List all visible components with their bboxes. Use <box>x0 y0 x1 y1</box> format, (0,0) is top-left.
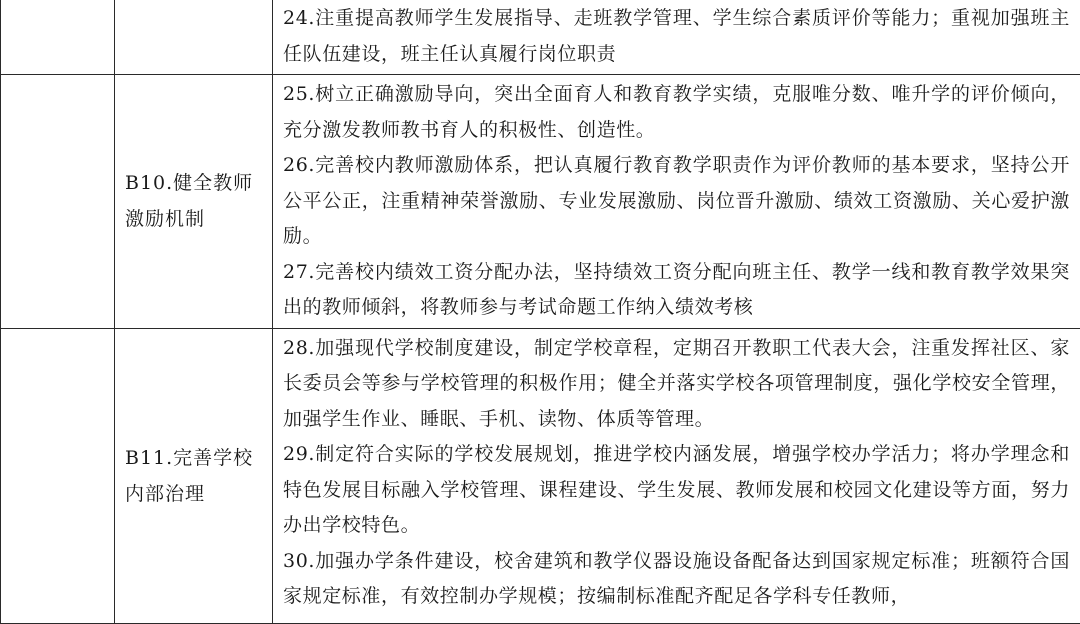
first-level-cell <box>1 328 115 623</box>
table-row <box>1 328 1080 623</box>
criterion-item-28: 28.加强现代学校制度建设，制定学校章程，定期召开教职工代表大会，注重发挥社区、家长委员会等参与学校管理的积极作用；健全并落实学校各项管理制度，强化学校安全管理，加强学生作业、睡眠、手机、读物、体质等管理。 <box>283 331 1070 438</box>
criterion-item-25: 25.树立正确激励导向，突出全面育人和教育教学实绩，克服唯分数、唯升学的评价倾向，充分激发教师教书育人的积极性、创造性。 <box>283 77 1070 148</box>
category-label: B11.完善学校内部治理 <box>125 447 253 505</box>
content-cell <box>273 75 1080 329</box>
table-row <box>1 75 1080 329</box>
first-level-cell <box>1 75 115 329</box>
category-cell <box>115 0 273 75</box>
criterion-item-24: 24.注重提高教师学生发展指导、走班教学管理、学生综合素质评价等能力；重视加强班主任队伍建设，班主任认真履行岗位职责 <box>283 1 1070 72</box>
criterion-item-29: 29.制定符合实际的学校发展规划，推进学校内涵发展，增强学校办学活力；将办学理念和特色发展目标融入学校管理、课程建设、学生发展、教师发展和校园文化建设等方面，努力办出学校特色。 <box>283 437 1070 544</box>
category-cell <box>115 328 273 623</box>
category-cell <box>115 75 273 329</box>
category-label: B10.健全教师激励机制 <box>125 172 253 230</box>
criterion-item-26: 26.完善校内教师激励体系，把认真履行教育教学职责作为评价教师的基本要求，坚持公开公平公正，注重精神荣誉激励、专业发展激励、岗位晋升激励、绩效工资激励、关心爱护激励。 <box>283 148 1070 255</box>
criterion-item-27: 27.完善校内绩效工资分配办法，坚持绩效工资分配向班主任、教学一线和教育教学效果突出的教师倾斜，将教师参与考试命题工作纳入绩效考核 <box>283 255 1070 326</box>
table-row <box>1 0 1080 75</box>
first-level-cell <box>1 0 115 75</box>
content-cell <box>273 0 1080 75</box>
content-cell <box>273 328 1080 623</box>
criterion-item-30: 30.加强办学条件建设，校舍建筑和教学仪器设施设备配备达到国家规定标准；班额符合国家规定标准，有效控制办学规模；按编制标准配齐配足各学科专任教师， <box>283 544 1070 615</box>
